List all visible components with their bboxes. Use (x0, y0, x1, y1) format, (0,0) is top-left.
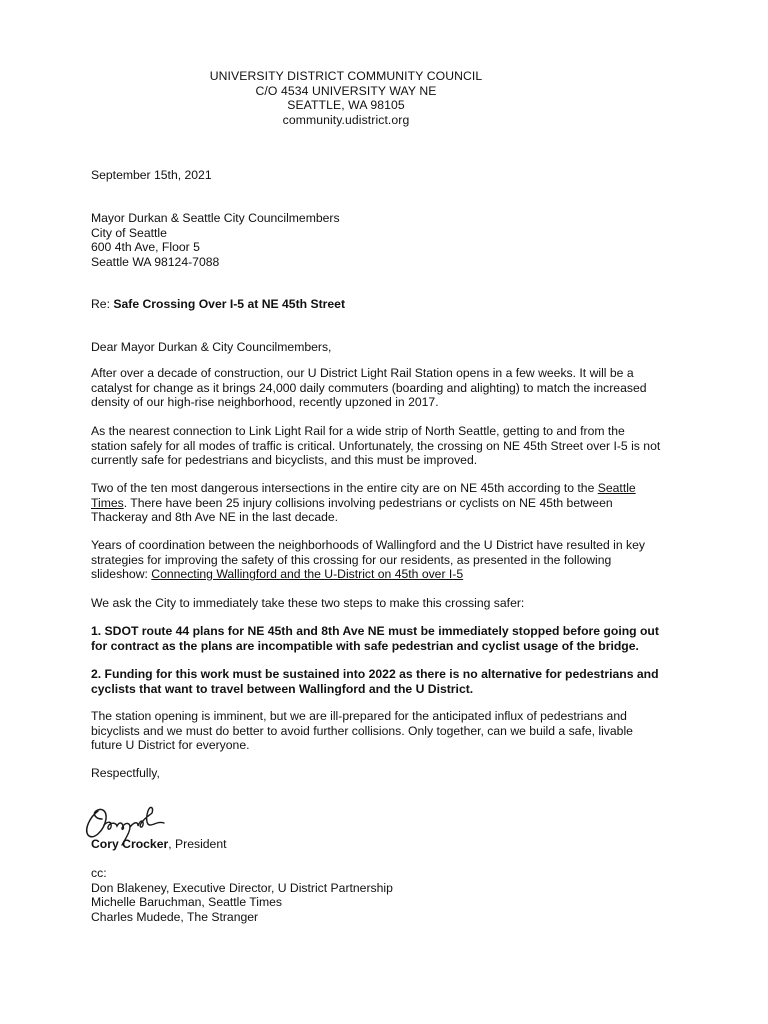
text-line: future U District for everyone. (91, 738, 250, 753)
cc-item: Don Blakeney, Executive Director, U District Partnership (91, 880, 393, 895)
paragraph-coordination (91, 538, 691, 582)
text-segment: . There have been 25 injury collisions involving pedestrians or cyclists on NE 45th between (123, 495, 613, 510)
closing: Respectfully, (91, 766, 160, 780)
text-line: strategies for improving the safety of this crossing for our residents, as presented in the following (91, 552, 612, 567)
text-line: bicyclists and we must do better to avoid further collisions. Only together, can we build a safe, livable (91, 723, 633, 738)
signer-line (91, 837, 691, 852)
paragraph-closing (91, 709, 691, 753)
text-segment: Two of the ten most dangerous intersections in the entire city are on NE 45th according to the (91, 481, 598, 495)
re-prefix: Re: (91, 297, 110, 311)
recipient-line: 600 4th Ave, Floor 5 (91, 240, 200, 255)
letterhead (0, 69, 692, 127)
text-line: catalyst for change as it brings 24,000 daily commuters (boarding and alighting) to match the increased (91, 380, 647, 395)
cc-label: cc: (91, 866, 107, 880)
text-line: station safely for all modes of traffic is critical. Unfortunately, the crossing on NE 45th Street over I-5 is not (91, 438, 661, 453)
letter-date: September 15th, 2021 (91, 168, 212, 182)
seattle-times-link[interactable]: Seattle (597, 481, 636, 495)
step-one (91, 624, 691, 653)
step-two (91, 667, 691, 696)
slideshow-link[interactable]: Connecting Wallingford and the U-District on 45th over I-5 (151, 567, 464, 582)
re-line (91, 297, 691, 312)
org-website: community.udistrict.org (282, 112, 410, 127)
recipient-line: City of Seattle (91, 225, 167, 240)
recipient-address (91, 211, 691, 269)
text-line (91, 481, 691, 496)
text-line: currently safe for pedestrians and bicyclists, and this must be improved. (91, 453, 478, 468)
org-name: UNIVERSITY DISTRICT COMMUNITY COUNCIL (209, 69, 483, 83)
text-line: 2. Funding for this work must be sustained into 2022 as there is no alternative for pedestrians and (91, 667, 659, 681)
cc-item: Michelle Baruchman, Seattle Times (91, 895, 283, 910)
recipient-line: Seattle WA 98124-7088 (91, 254, 220, 269)
text-line (91, 496, 691, 511)
org-address-line-1: C/O 4534 UNIVERSITY WAY NE (255, 83, 437, 98)
text-segment: slideshow: (91, 567, 152, 582)
text-line: After over a decade of construction, our U District Light Rail Station opens in a few weeks. It will be a (91, 366, 634, 380)
text-line: 1. SDOT route 44 plans for NE 45th and 8th Ave NE must be immediately stopped before going out (91, 624, 659, 638)
org-address-line-2: SEATTLE, WA 98105 (287, 98, 405, 112)
salutation: Dear Mayor Durkan & City Councilmembers, (91, 340, 332, 354)
text-line: for contract as the plans are incompatible with safe pedestrian and cyclist usage of the bridge. (91, 638, 639, 653)
paragraph-connection (91, 424, 691, 468)
seattle-times-link-continued[interactable]: Times (91, 495, 124, 510)
text-line: As the nearest connection to Link Light Rail for a wide strip of North Seattle, getting to and from the (91, 424, 625, 438)
text-line (91, 567, 691, 582)
paragraph-station (91, 366, 691, 410)
signer-title: , President (168, 837, 227, 851)
re-subject: Safe Crossing Over I-5 at NE 45th Street (113, 297, 345, 311)
text-line: cyclists that want to travel between Wallingford and the U District. (91, 681, 474, 696)
paragraph-intersections (91, 481, 691, 525)
text-line: Years of coordination between the neighborhoods of Wallingford and the U District have resulted in key (91, 538, 645, 552)
recipient-line: Mayor Durkan & Seattle City Councilmembers (91, 211, 340, 225)
text-line: density of our high-rise neighborhood, recently upzoned in 2017. (91, 395, 439, 410)
cc-list (91, 866, 691, 924)
text-line: Thackeray and 8th Ave NE in the last decade. (91, 510, 339, 525)
text-line: The station opening is imminent, but we are ill-prepared for the anticipated influx of pedestrians and (91, 709, 627, 723)
paragraph-request: We ask the City to immediately take these two steps to make this crossing safer: (91, 596, 525, 610)
signer-name: Cory Crocker (91, 837, 169, 851)
cc-item: Charles Mudede, The Stranger (91, 909, 259, 924)
